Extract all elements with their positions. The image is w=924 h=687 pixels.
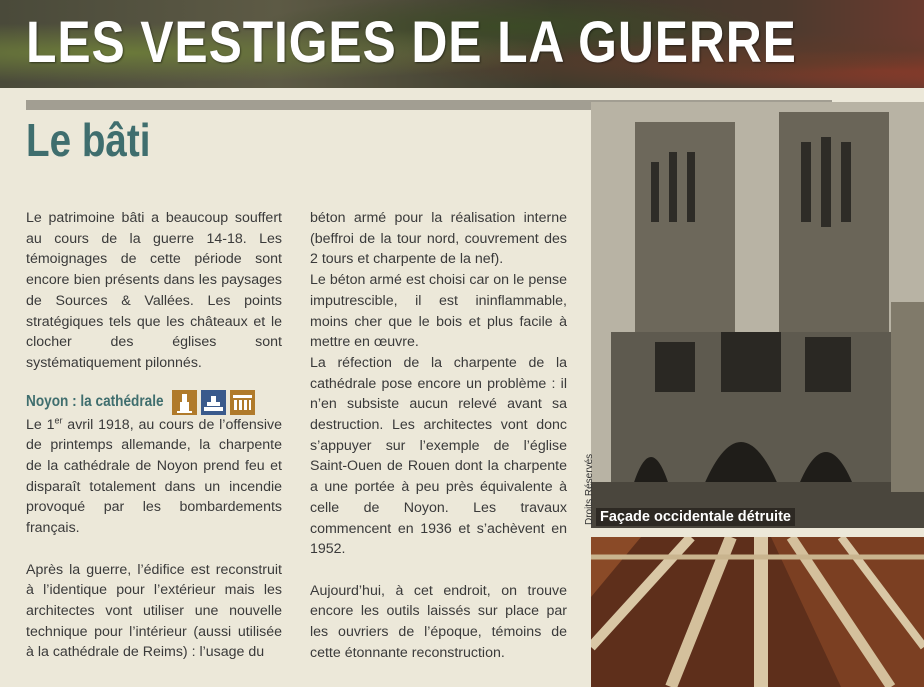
photo-credit: Droits Réservés [584, 453, 595, 525]
text-column-1 [26, 208, 282, 663]
photo-caption: Façade occidentale détruite [596, 508, 795, 526]
paragraph-today: Aujourd’hui, à cet endroit, on trouve encore les outils laissés sur place par les ouvriers de l’époque, témoins de cette étonnante reconstruction. [310, 582, 567, 661]
intro-paragraph: Le patrimoine bâti a beaucoup souffert au cours de la guerre 14-18. Les témoignages de cette période sont encore bien présents dans les paysages de Sources & Vallées. Les points stratégiques tels que les châteaux et le clocher des églises sont systématiquement pilonnés. [26, 210, 282, 371]
banner-title: LES VESTIGES DE LA GUERRE [26, 10, 797, 75]
cathedral-photo [591, 102, 924, 528]
subhead-title: Noyon : la cathédrale [26, 392, 164, 410]
paragraph-roof: La réfection de la charpente de la cathédrale pose encore un problème : il n’en subsiste aucun relevé avant sa destruction. Les architectes vont donc s’appuyer sur l’exemple de l’église Saint-Ouen de Rouen dont la charpente a une portée à peu près équivalente à celle de Noyon. Les travaux commencent en 1936 et s’achèvent en 1952. [310, 354, 567, 558]
paragraph-reconstruction: Après la guerre, l’édifice est reconstruit à l’identique pour l’extérieur mais les architectes vont utiliser une nouvelle technique pour l’intérieur (aussi utilisée à la cathédrale de Reims) : l’usage du [26, 561, 282, 661]
paragraph-fire: Le 1er avril 1918, au cours de l’offensive de printemps allemande, la charpente de la cathédrale de Noyon prend feu et disparaît totalement dans un incendie provoqué par les bombardements français. [26, 414, 282, 537]
paragraph-concrete-reason: Le béton armé est choisi car on le pense imputrescible, il est ininflammable, moins cher que le bois et plus facile à mettre en œuvre. [310, 272, 567, 351]
roof-structure-photo [591, 537, 924, 687]
text-column-2 [310, 208, 567, 663]
section-title: Le bâti [26, 114, 151, 166]
header-banner [0, 0, 924, 88]
subhead [26, 390, 282, 415]
paragraph-concrete: béton armé pour la réalisation interne (beffroi de la tour nord, couvrement des 2 tours et charpente de la nef). [310, 210, 567, 268]
heritage-icon [230, 390, 255, 415]
monument-icon [201, 390, 226, 415]
church-icon [172, 390, 197, 415]
